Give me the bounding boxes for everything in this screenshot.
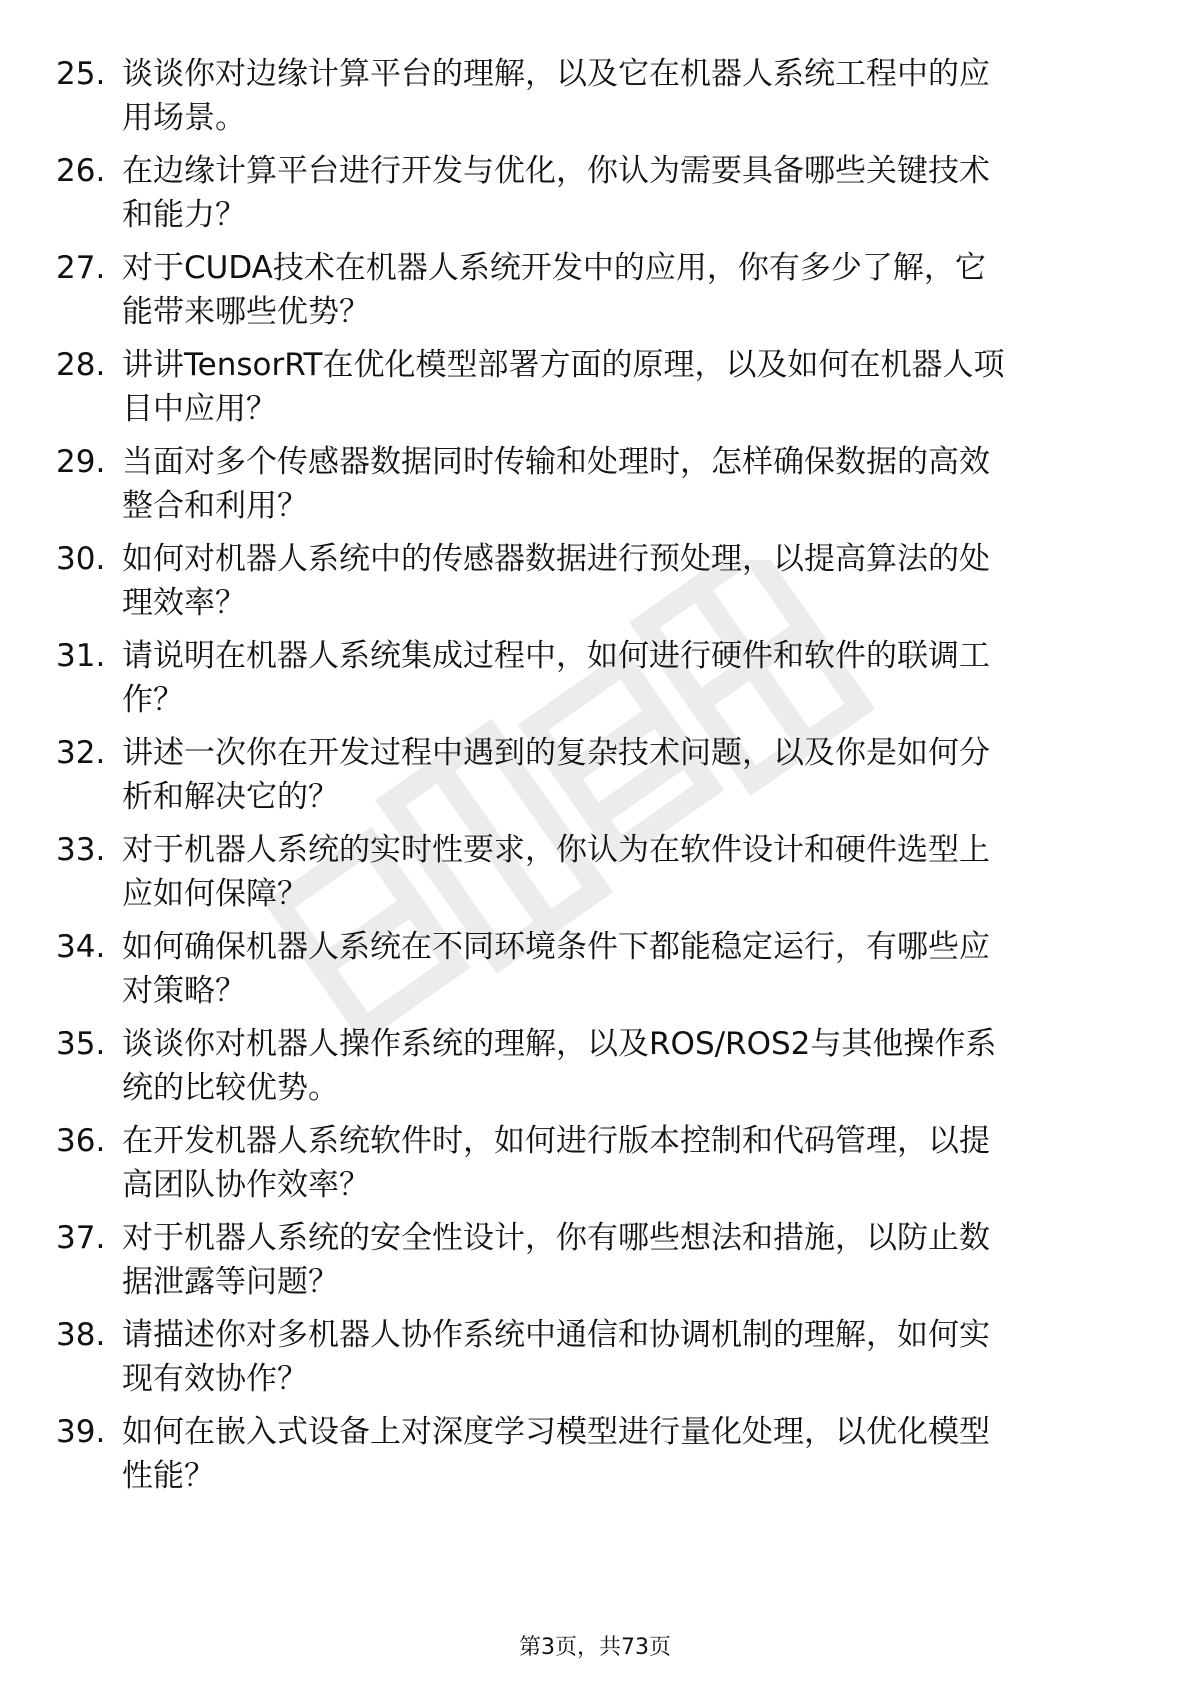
question-number: 33. <box>56 832 106 868</box>
question-text <box>122 1313 1122 1401</box>
question-text-line: 用场景。 <box>122 100 246 136</box>
question-text <box>122 246 1122 334</box>
question-text-line: 如何在嵌入式设备上对深度学习模型进行量化处理，以优化模型 <box>122 1414 990 1450</box>
question-number: 27. <box>56 250 106 286</box>
question-item <box>56 1119 1136 1219</box>
question-text-line: 讲述一次你在开发过程中遇到的复杂技术问题，以及你是如何分 <box>122 735 990 771</box>
question-text <box>122 1410 1122 1498</box>
question-number: 28. <box>56 347 106 383</box>
question-number: 37. <box>56 1220 106 1256</box>
question-text-line: 对于机器人系统的实时性要求，你认为在软件设计和硬件选型上 <box>122 832 990 868</box>
question-text <box>122 1216 1122 1304</box>
question-text-line: 当面对多个传感器数据同时传输和处理时，怎样确保数据的高效 <box>122 444 990 480</box>
question-item <box>56 1216 1136 1316</box>
question-item <box>56 925 1136 1025</box>
question-text-line: 理效率？ <box>122 585 246 621</box>
question-number: 39. <box>56 1414 106 1450</box>
question-text-line: 请说明在机器人系统集成过程中，如何进行硬件和软件的联调工 <box>122 638 990 674</box>
question-text-line: 应如何保障？ <box>122 876 308 912</box>
question-text-line: 对于CUDA技术在机器人系统开发中的应用，你有多少了解，它 <box>122 250 986 286</box>
question-item <box>56 634 1136 734</box>
question-text <box>122 52 1122 140</box>
question-text-line: 如何对机器人系统中的传感器数据进行预处理，以提高算法的处 <box>122 541 990 577</box>
question-number: 26. <box>56 153 106 189</box>
question-text-line: 性能？ <box>122 1458 215 1494</box>
question-number: 31. <box>56 638 106 674</box>
question-text <box>122 537 1122 625</box>
page-number: 第3页，共73页 <box>519 1635 671 1660</box>
question-text <box>122 440 1122 528</box>
question-item <box>56 149 1136 249</box>
question-text-line: 在开发机器人系统软件时，如何进行版本控制和代码管理，以提 <box>122 1123 990 1159</box>
question-text <box>122 149 1122 237</box>
question-text <box>122 925 1122 1013</box>
question-text-line: 谈谈你对机器人操作系统的理解，以及ROS/ROS2与其他操作系 <box>122 1026 997 1062</box>
question-text-line: 在边缘计算平台进行开发与优化，你认为需要具备哪些关键技术 <box>122 153 990 189</box>
question-text-line: 高团队协作效率？ <box>122 1167 370 1203</box>
question-number: 34. <box>56 929 106 965</box>
question-number: 32. <box>56 735 106 771</box>
question-text-line: 能带来哪些优势？ <box>122 294 370 330</box>
question-text-line: 作？ <box>122 682 184 718</box>
question-item <box>56 52 1136 152</box>
question-number: 25. <box>56 56 106 92</box>
question-text-line: 据泄露等问题？ <box>122 1264 339 1300</box>
question-text-line: 对于机器人系统的安全性设计，你有哪些想法和措施，以防止数 <box>122 1220 990 1256</box>
question-text-line: 整合和利用？ <box>122 488 308 524</box>
question-text <box>122 828 1122 916</box>
question-number: 36. <box>56 1123 106 1159</box>
question-text-line: 如何确保机器人系统在不同环境条件下都能稳定运行，有哪些应 <box>122 929 990 965</box>
question-item <box>56 731 1136 831</box>
question-item <box>56 440 1136 540</box>
question-number: 29. <box>56 444 106 480</box>
question-text-line: 讲讲TensorRT在优化模型部署方面的原理，以及如何在机器人项 <box>122 347 1005 383</box>
question-item <box>56 828 1136 928</box>
question-text-line: 现有效协作？ <box>122 1361 308 1397</box>
question-item <box>56 246 1136 346</box>
question-text <box>122 634 1122 722</box>
question-text <box>122 1022 1122 1110</box>
question-text-line: 析和解决它的？ <box>122 779 339 815</box>
question-item <box>56 1410 1136 1510</box>
question-number: 38. <box>56 1317 106 1353</box>
question-text <box>122 1119 1122 1207</box>
question-text <box>122 731 1122 819</box>
question-number: 30. <box>56 541 106 577</box>
question-item <box>56 537 1136 637</box>
question-number: 35. <box>56 1026 106 1062</box>
question-item <box>56 1022 1136 1122</box>
question-text-line: 谈谈你对边缘计算平台的理解，以及它在机器人系统工程中的应 <box>122 56 990 92</box>
question-item <box>56 343 1136 443</box>
question-text-line: 目中应用？ <box>122 391 277 427</box>
question-text-line: 请描述你对多机器人协作系统中通信和协调机制的理解，如何实 <box>122 1317 990 1353</box>
question-text <box>122 343 1122 431</box>
question-text-line: 统的比较优势。 <box>122 1070 339 1106</box>
question-text-line: 对策略？ <box>122 973 246 1009</box>
question-text-line: 和能力？ <box>122 197 246 233</box>
question-item <box>56 1313 1136 1413</box>
